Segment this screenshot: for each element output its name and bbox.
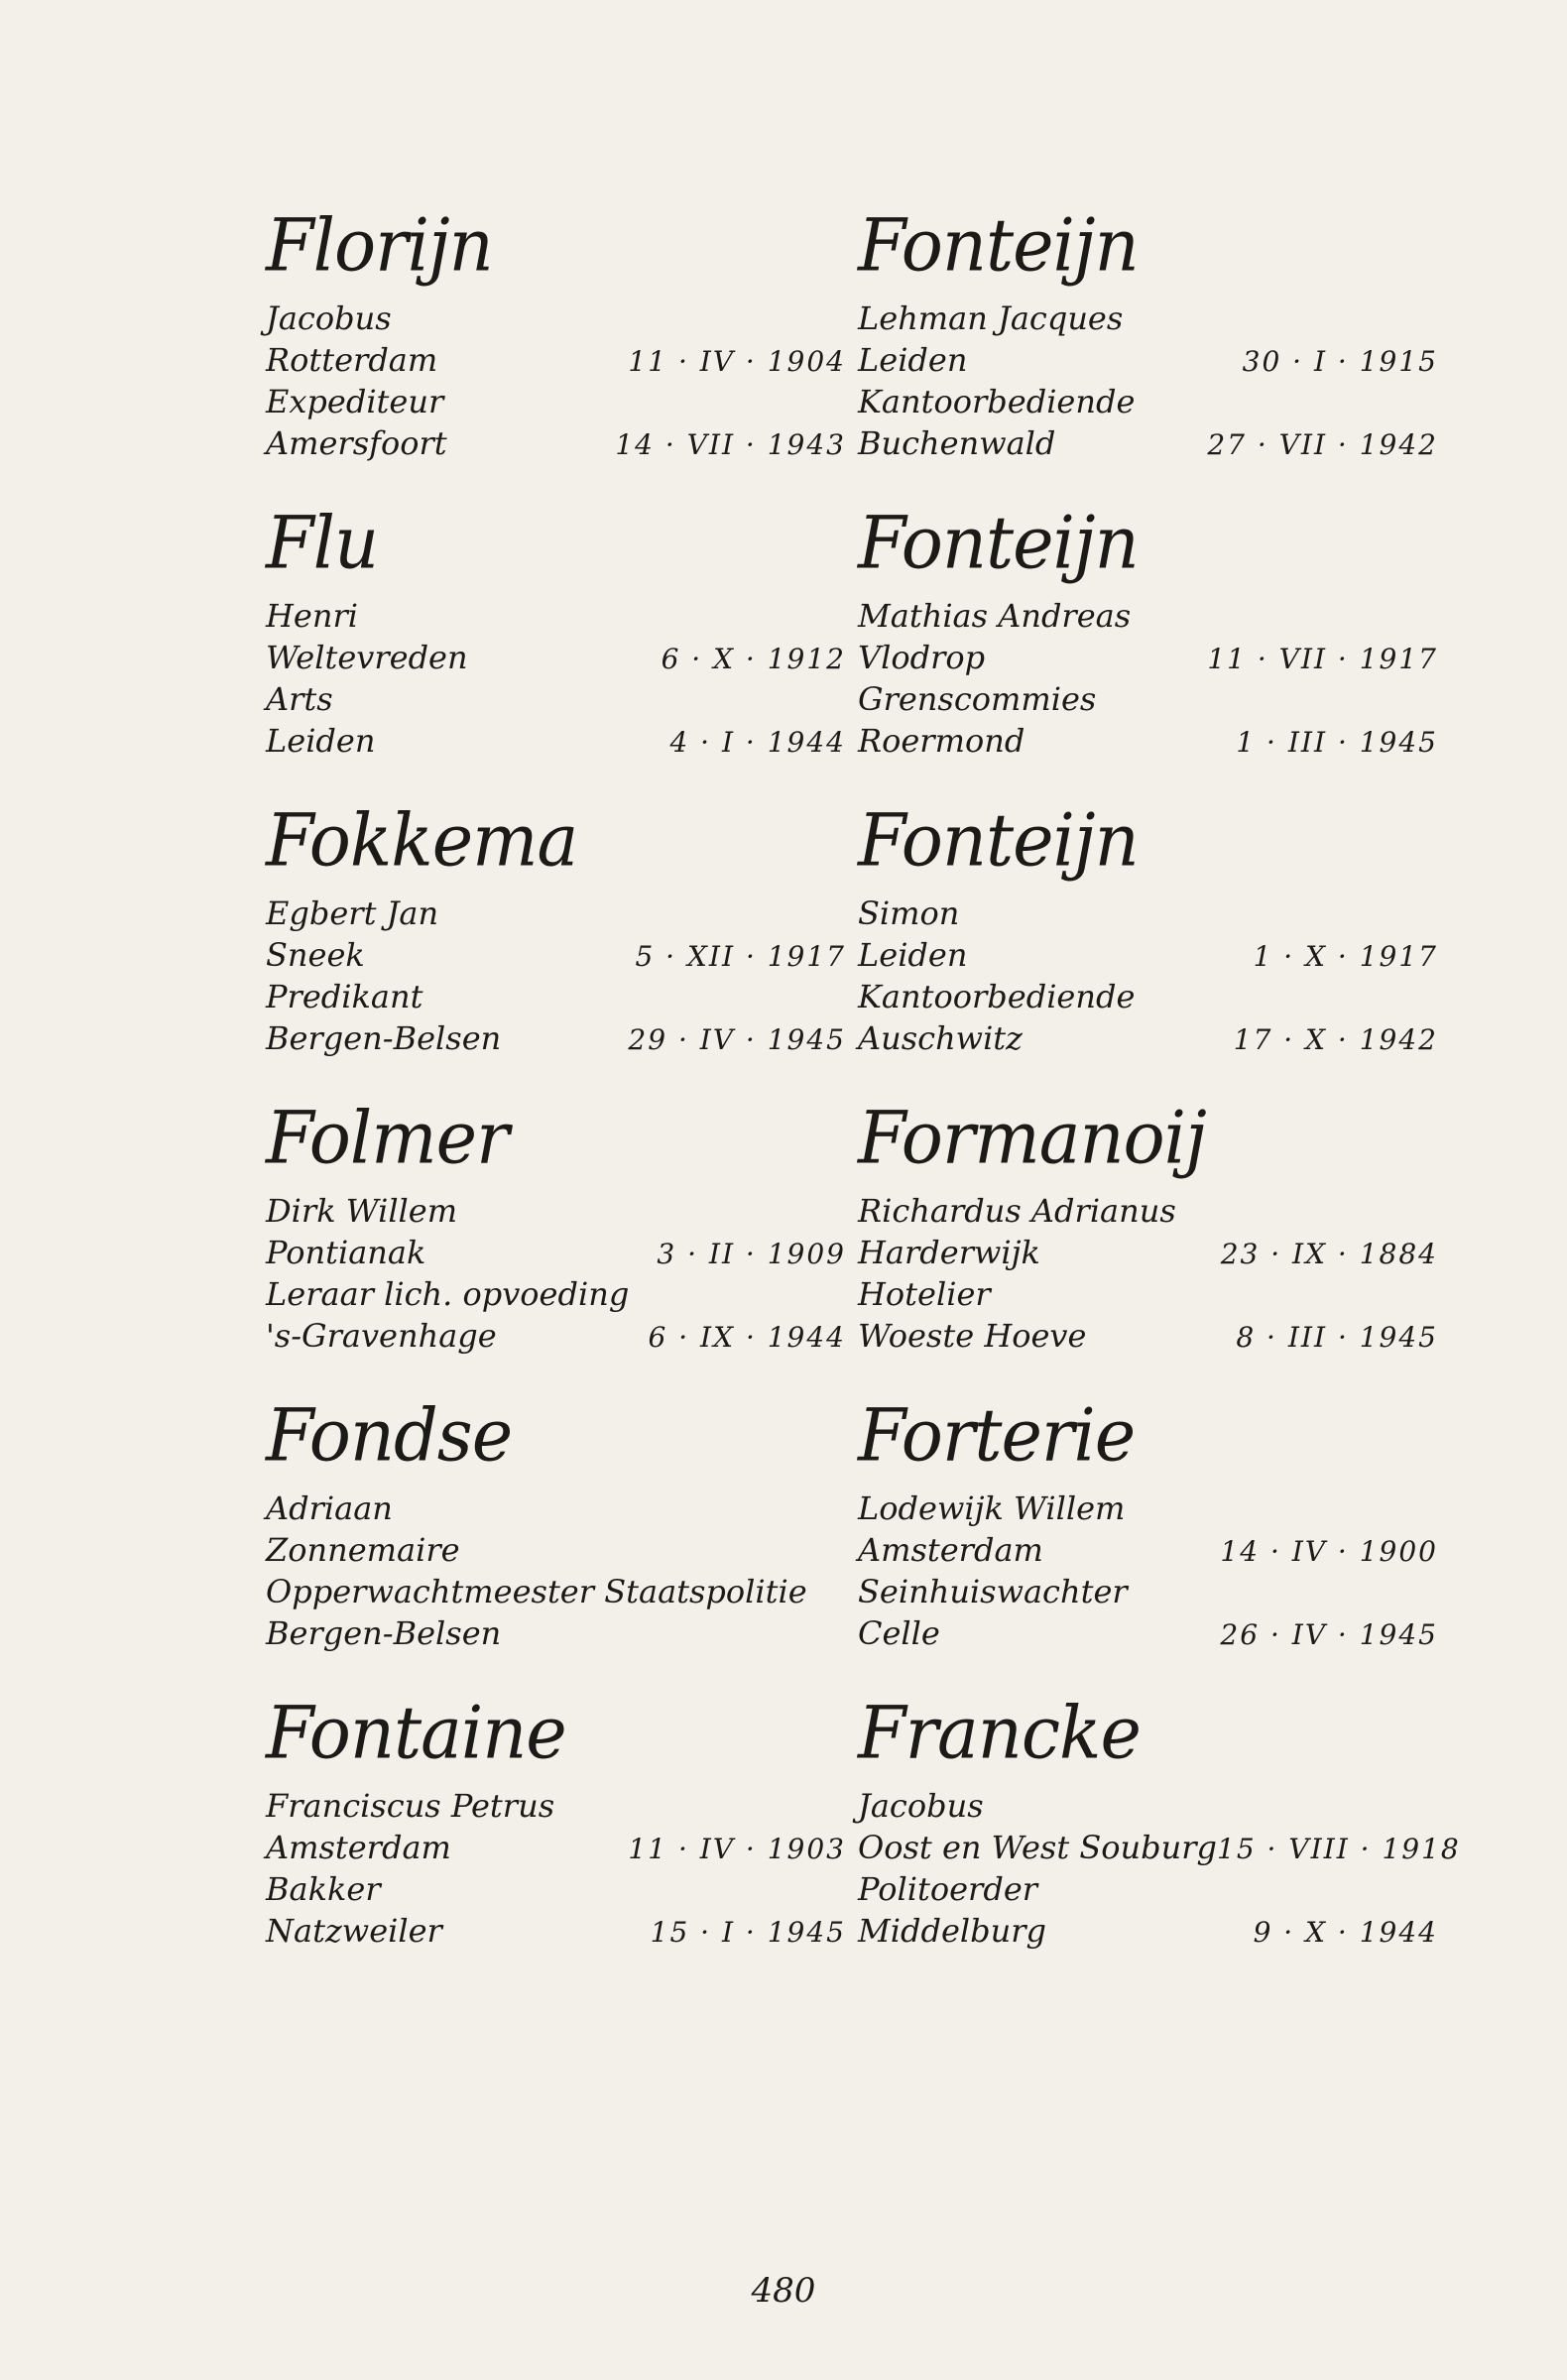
birth-date: 14 · IV · 1900 [1220,1535,1438,1568]
birth-place: Oost en West Souburg [858,1829,1218,1866]
birth-date: 23 · IX · 1884 [1220,1238,1438,1270]
left-column [266,198,846,1983]
entry [858,1686,1461,1983]
death-date: 29 · IV · 1945 [628,1023,846,1056]
given-names: Richardus Adrianus [858,1192,1176,1230]
death-place: Natzweiler [266,1912,442,1950]
occupation: Arts [266,680,333,718]
entry [266,1686,846,1983]
entry [858,793,1438,1091]
given-names: Lodewijk Willem [858,1489,1126,1527]
death-date: 17 · X · 1942 [1233,1023,1438,1056]
birth-place: Leiden [858,341,968,379]
surname: Francke [858,1690,1141,1776]
death-place: Celle [858,1614,940,1652]
given-names: Egbert Jan [266,894,439,932]
occupation: Kantoorbediende [858,383,1136,420]
birth-place: Vlodrop [858,639,986,676]
death-place: Bergen-Belsen [266,1614,502,1652]
birth-date: 11 · VII · 1917 [1207,643,1438,675]
death-date: 4 · I · 1944 [669,726,846,759]
birth-date: 11 · IV · 1903 [628,1833,846,1865]
occupation: Grenscommies [858,680,1097,718]
entry [858,1091,1438,1388]
given-names: Lehman Jacques [858,299,1124,337]
birth-place: Harderwijk [858,1234,1040,1271]
birth-date: 6 · X · 1912 [661,643,846,675]
surname: Fonteijn [858,797,1139,884]
given-names: Franciscus Petrus [266,1787,555,1825]
occupation: Predikant [266,978,423,1015]
entry [266,793,846,1091]
death-place: Roermond [858,722,1025,760]
right-column [858,198,1461,1983]
page-number: 480 [751,2271,816,2311]
entry [266,198,846,496]
given-names: Jacobus [266,299,392,337]
surname: Folmer [266,1095,509,1181]
entry [858,1388,1438,1686]
surname: Forterie [858,1392,1136,1479]
occupation: Opperwachtmeester Staatspolitie [266,1573,807,1610]
death-date: 26 · IV · 1945 [1220,1618,1438,1651]
occupation: Expediteur [266,383,444,420]
surname: Fondse [266,1392,513,1479]
occupation: Hotelier [858,1275,991,1313]
surname: Flu [266,500,379,586]
given-names: Mathias Andreas [858,597,1132,635]
birth-date: 15 · VIII · 1918 [1217,1833,1461,1865]
birth-date: 3 · II · 1909 [657,1238,846,1270]
death-place: Amersfoort [266,424,447,462]
given-names: Simon [858,894,960,932]
death-place: Bergen-Belsen [266,1019,502,1057]
death-date: 27 · VII · 1942 [1207,428,1438,461]
birth-place: Zonnemaire [266,1531,460,1569]
birth-place: Amsterdam [858,1531,1043,1569]
surname: Fokkema [266,797,578,884]
death-place: Middelburg [858,1912,1047,1950]
death-date: 6 · IX · 1944 [648,1321,846,1354]
death-place: 's-Gravenhage [266,1317,497,1355]
death-date: 8 · III · 1945 [1236,1321,1438,1354]
surname: Fontaine [266,1690,566,1776]
death-place: Leiden [266,722,376,760]
surname: Fonteijn [858,202,1139,289]
death-place: Auschwitz [858,1019,1024,1057]
death-date: 9 · X · 1944 [1253,1916,1438,1949]
given-names: Jacobus [858,1787,984,1825]
birth-place: Amsterdam [266,1829,451,1866]
entry [266,1091,846,1388]
birth-date: 1 · X · 1917 [1253,940,1438,973]
occupation: Kantoorbediende [858,978,1136,1015]
entry [858,496,1438,793]
birth-place: Weltevreden [266,639,468,676]
birth-place: Leiden [858,936,968,974]
death-date: 14 · VII · 1943 [615,428,846,461]
death-place: Buchenwald [858,424,1056,462]
occupation: Seinhuiswachter [858,1573,1128,1610]
birth-place: Pontianak [266,1234,426,1271]
entry [858,198,1438,496]
death-date: 1 · III · 1945 [1236,726,1438,759]
occupation: Bakker [266,1870,381,1908]
given-names: Henri [266,597,358,635]
entry [266,1388,846,1686]
birth-date: 30 · I · 1915 [1242,345,1438,378]
birth-date: 11 · IV · 1904 [628,345,846,378]
entry [266,496,846,793]
birth-date: 5 · XII · 1917 [635,940,846,973]
surname: Florijn [266,202,493,289]
given-names: Dirk Willem [266,1192,458,1230]
occupation: Politoerder [858,1870,1038,1908]
death-date: 15 · I · 1945 [650,1916,846,1949]
occupation: Leraar lich. opvoeding [266,1275,630,1313]
surname: Fonteijn [858,500,1139,586]
surname: Formanoij [858,1095,1206,1181]
death-place: Woeste Hoeve [858,1317,1087,1355]
birth-place: Sneek [266,936,365,974]
birth-place: Rotterdam [266,341,438,379]
given-names: Adriaan [266,1489,393,1527]
